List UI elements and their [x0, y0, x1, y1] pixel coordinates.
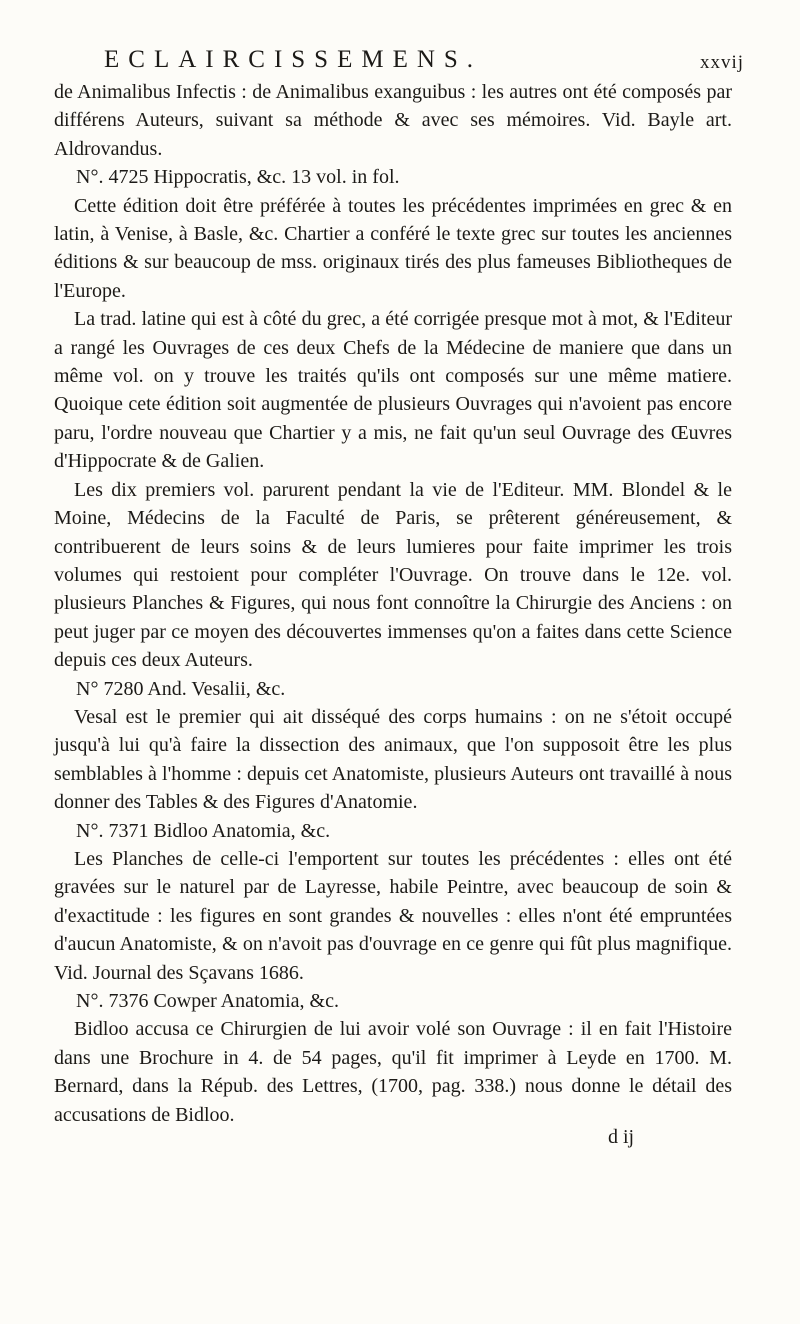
- catalogue-entry-vesalii: N° 7280 And. Vesalii, &c.: [76, 677, 286, 700]
- paragraph-vesal: Vesal est le premier qui ait disséqué des corps humains : on ne s'étoit occupé jusqu'à lui qu'à faire la dissection des animaux, que l'on supposoit être les plus semblables à l'homme : depuis cet Anatomiste, plusieurs Auteurs ont travaillé à nous donner des Tables & des Figures d'Anatomie.: [54, 705, 732, 814]
- body-text: [54, 78, 732, 1129]
- paragraph-translation: La trad. latine qui est à côté du grec, a été corrigée presque mot à mot, & l'Editeur a rangé les Ouvrages de ces deux Chefs de la Médecine de maniere que dans un même vol. on y trouve les traités qu'ils ont composés sur une même matiere. Quoique cete édition soit augmentée de plusieurs Ouvrages qui n'avoient pas encore paru, l'ordre nouveau que Chartier y a mis, ne fait qu'un seul Ouvrage des Œuvres d'Hippocrate & de Galien.: [54, 308, 732, 473]
- paragraph-continuation: de Animalibus Infectis : de Animalibus exanguibus : les autres ont été composés par différens Auteurs, suivant sa méthode & avec ses mémoires. Vid. Bayle art. Aldrovandus.: [54, 81, 732, 160]
- signature-mark: d ij: [608, 1126, 635, 1148]
- paragraph-planches: Les Planches de celle-ci l'emportent sur toutes les précédentes : elles ont été gravées sur le naturel par de Layresse, habile Peintre, avec beaucoup de soin & d'exactitude : les figures en sont grandes & nouvelles : elles n'ont été empruntées d'aucun Anatomiste, & on n'avoit pas d'ouvrage en ce genre qui fût plus magnifique. Vid. Journal des Sçavans 1686.: [54, 847, 732, 984]
- catalogue-entry-cowper: N°. 7376 Cowper Anatomia, &c.: [76, 990, 339, 1012]
- page-number: xxvij: [699, 52, 744, 73]
- paragraph-volumes: Les dix premiers vol. parurent pendant la vie de l'Editeur. MM. Blondel & le Moine, Médecins de la Faculté de Paris, se prêterent généreusement, & contribuerent de leurs soins & de leurs lumieres pour faite imprimer les trois volumes qui restoient pour compléter l'Ouvrage. On trouve dans le 12e. vol. plusieurs Planches & Figures, qui nous font connoître la Chirurgie des Anciens : on peut juger par ce moyen des découvertes immenses qu'on a faites dans cette Science depuis ces deux Auteurs.: [54, 478, 732, 672]
- running-head: [100, 46, 744, 80]
- catalogue-entry-hippocratis: N°. 4725 Hippocratis, &c. 13 vol. in fol.: [76, 166, 400, 189]
- running-title: ECLAIRCISSEMENS.: [104, 46, 483, 73]
- paragraph-bidloo-accusation: Bidloo accusa ce Chirurgien de lui avoir volé son Ouvrage : il en fait l'Histoire dans une Brochure in 4. de 54 pages, qu'il fit imprimer à Leyde en 1700. M. Bernard, dans la Répub. des Lettres, (1700, pag. 338.) nous donne le détail des accusations de Bidloo.: [54, 1018, 732, 1126]
- paragraph-edition: Cette édition doit être préférée à toutes les précédentes imprimées en grec & en latin, à Venise, à Basle, &c. Chartier a conféré le texte grec sur toutes les anciennes éditions & sur beaucoup de mss. originaux tirés des plus fameuses Bibliotheques de l'Europe.: [54, 194, 732, 302]
- catalogue-entry-bidloo: N°. 7371 Bidloo Anatomia, &c.: [76, 819, 331, 842]
